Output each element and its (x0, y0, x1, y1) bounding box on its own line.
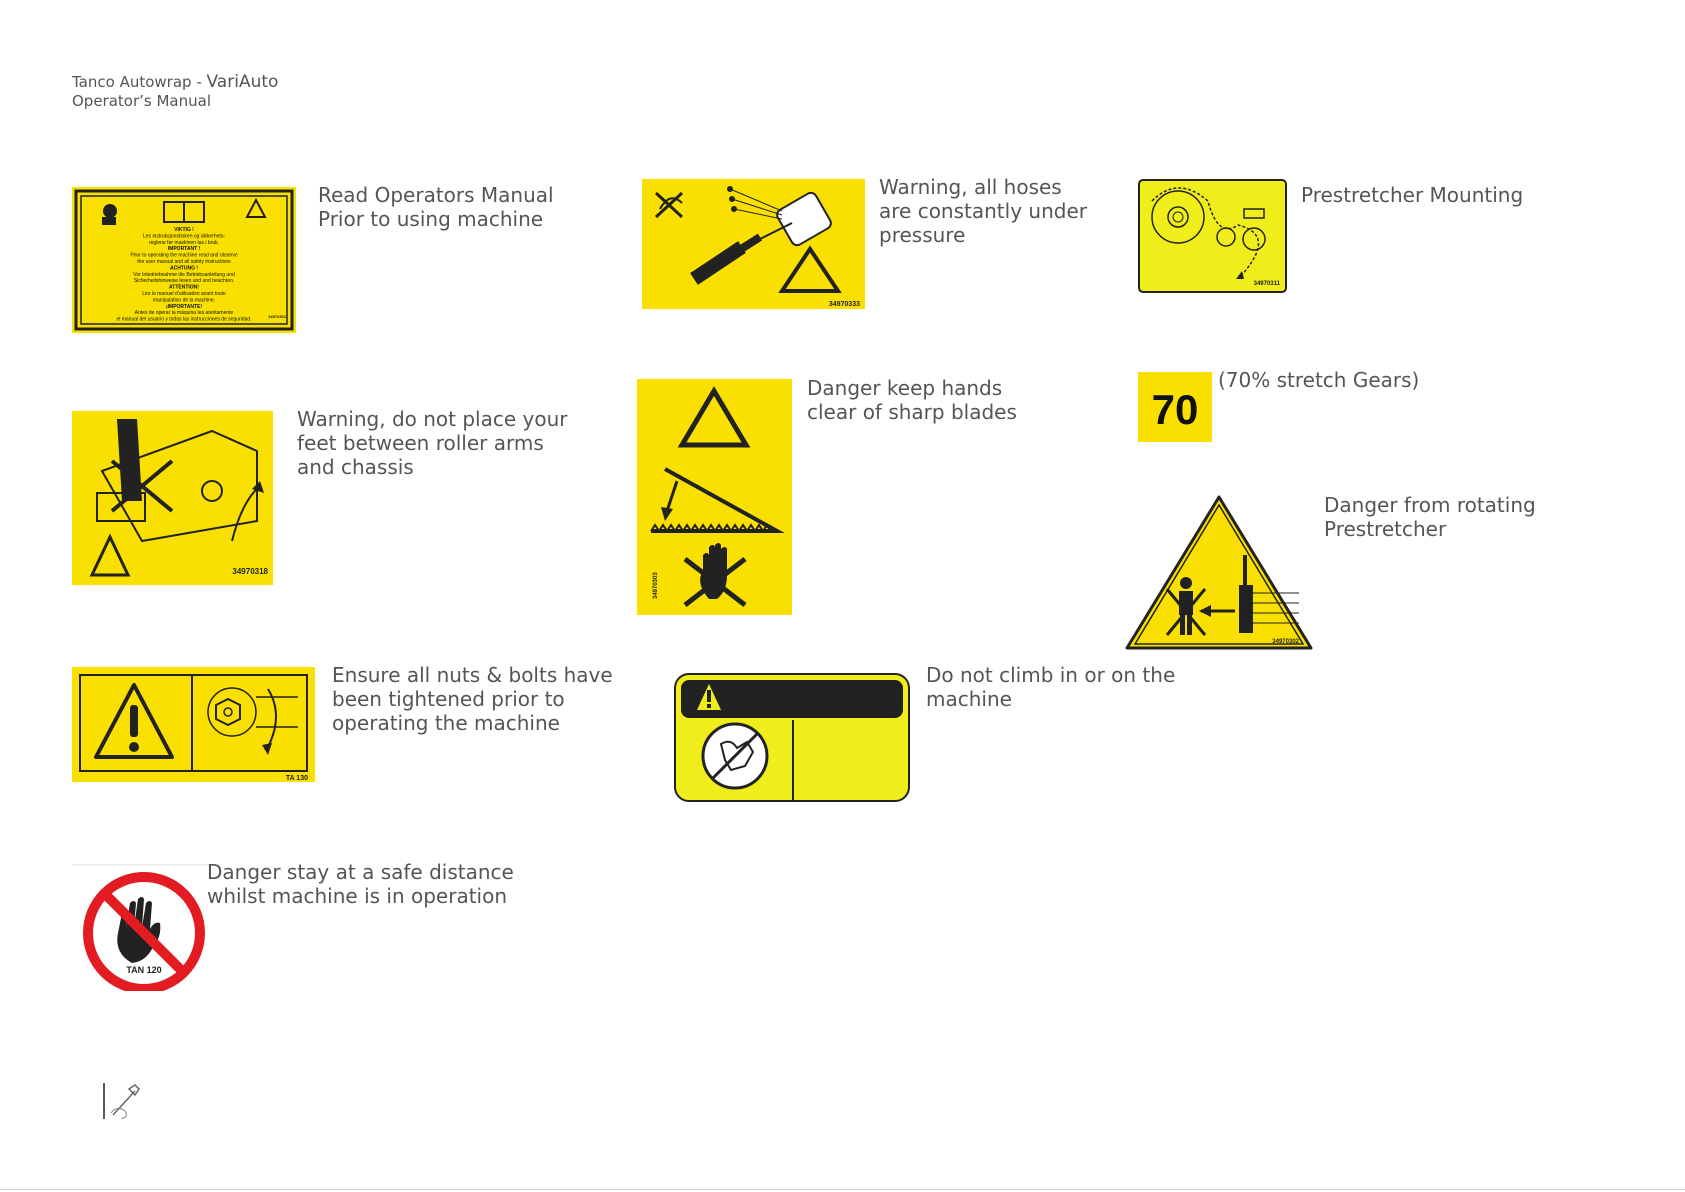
safe-distance-caption: Danger stay at a safe distance whilst machine is in operation (207, 860, 514, 908)
manual-text-line: ACHTUNG ! (169, 265, 199, 272)
decal-code: 34970333 (828, 301, 860, 308)
decal-code: 34970311 (1253, 281, 1280, 287)
header-product: VariAuto (206, 72, 279, 92)
manual-text-line: IMPORTANT ! (167, 246, 201, 253)
hoses-decal (642, 179, 865, 309)
hoses-caption: Warning, all hoses are constantly under pressure (879, 175, 1087, 247)
sharp-blades-decal (637, 379, 792, 615)
safe-distance-decal (72, 863, 210, 991)
footer-tools-icon (103, 1083, 145, 1119)
rotating-prestretcher-caption: Danger from rotating Prestretcher (1324, 493, 1536, 541)
nuts-bolts-decal (72, 667, 315, 782)
no-climb-decal (673, 672, 911, 803)
stretch-70-decal (1138, 372, 1212, 442)
page-bottom-rule (0, 1189, 1685, 1190)
rotating-prestretcher-decal (1123, 493, 1315, 652)
roller-arms-decal (72, 411, 273, 585)
manual-text-line: el manual del usuario y todas las instrucciones de seguridad. (116, 316, 252, 323)
manual-text-line: reglene før maskinen tas i bruk. (148, 239, 220, 246)
roller-arms-caption: Warning, do not place your feet between roller arms and chassis (297, 407, 568, 479)
manual-text-line: Antes de operar la máquina lea atentamente (134, 310, 234, 317)
prestretcher-mounting-caption: Prestretcher Mounting (1301, 183, 1524, 207)
header-brand: Tanco Autowrap - (72, 73, 207, 91)
manual-text-line: VIKTIG ! (174, 227, 194, 233)
header-subtitle: Operator’s Manual (72, 92, 211, 110)
manual-text-line: manipulation de la machine. (152, 297, 216, 304)
prestretcher-mounting-decal (1138, 179, 1287, 293)
sharp-blades-caption: Danger keep hands clear of sharp blades (807, 376, 1017, 424)
decal-code: 34970302 (1272, 639, 1299, 645)
decal-code: 34970303 (653, 572, 659, 599)
manual-text-line: Vor Inbetriebnahme die Betriebsanleitung und (133, 271, 235, 278)
decal-code: TAN 120 (126, 965, 162, 975)
manual-text-line: the user manual and all safety instructions (137, 259, 231, 265)
decal-code: 34970301 (268, 314, 286, 319)
manual-text-line: Les instruksjonsboken og sikkerhets- (143, 233, 225, 240)
stretch-70-label: 70 (1151, 386, 1199, 433)
manual-text-line: ATTENTION! (169, 284, 199, 291)
manual-text-line: Prior to operating the machine read and observe (130, 252, 238, 259)
no-climbing-icon (703, 724, 767, 788)
read-manual-decal (72, 187, 296, 333)
manual-text-line: ¡IMPORTANTE! (165, 303, 203, 310)
operator-icon (102, 204, 117, 225)
no-climb-caption: Do not climb in or on the machine (926, 663, 1176, 711)
nuts-bolts-caption: Ensure all nuts & bolts have been tightened prior to operating the machine (332, 663, 613, 735)
manual-text-line: Sicherheitshinweise lesen und und beachten. (133, 278, 235, 285)
stretch-70-caption: (70% stretch Gears) (1218, 368, 1420, 392)
decal-code: 34970318 (232, 567, 268, 576)
header-brand-line (72, 72, 278, 92)
manual-text-line: Lire le manuel d'utilisation avant toute (142, 291, 226, 297)
read-manual-caption: Read Operators Manual Prior to using machine (318, 183, 554, 231)
decal-code: TA 130 (285, 775, 308, 782)
